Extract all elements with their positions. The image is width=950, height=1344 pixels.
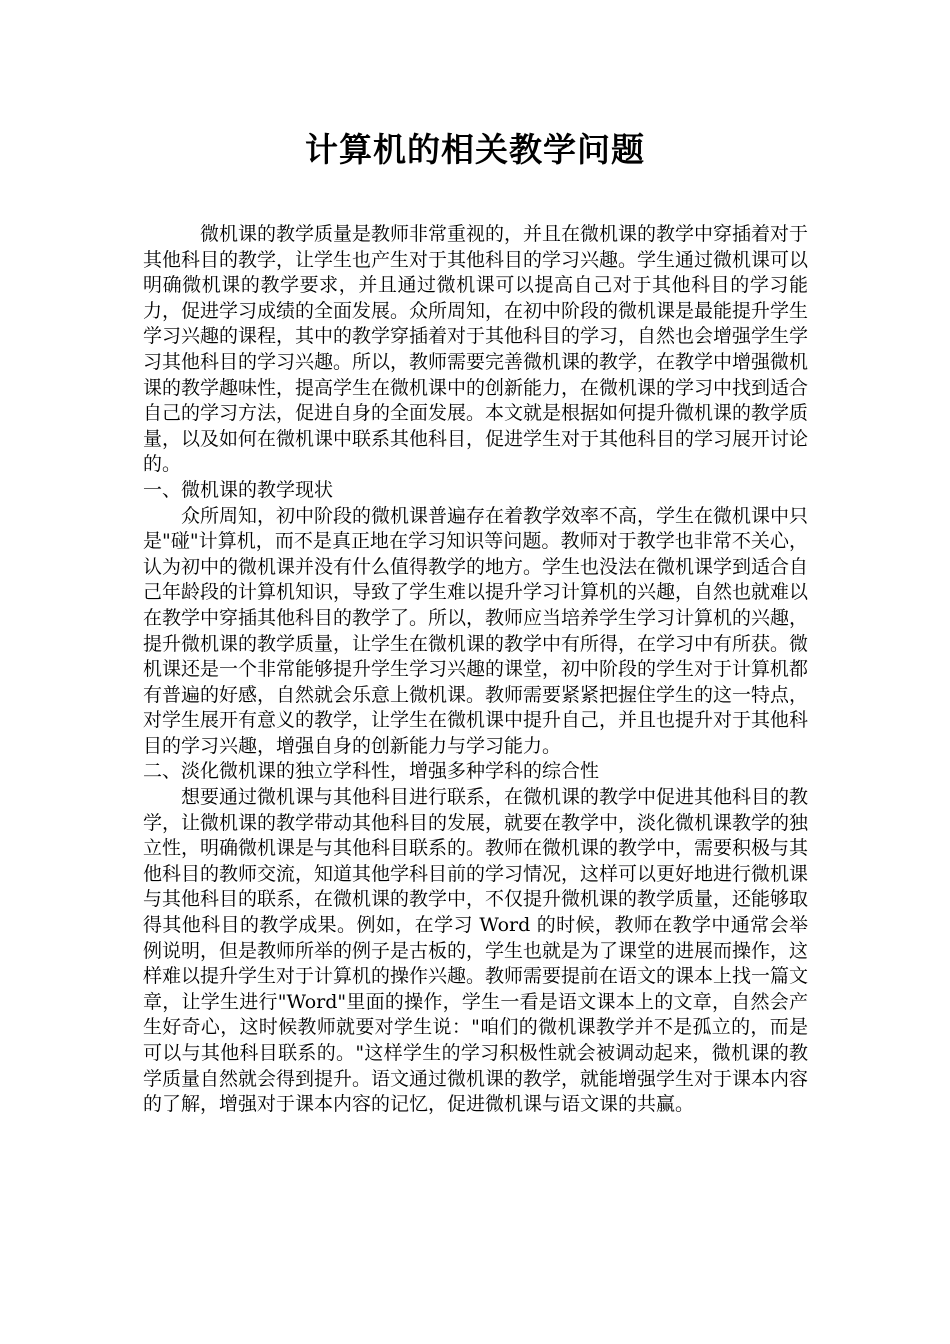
document-title: 计算机的相关教学问题 [305,130,645,169]
document-body [143,222,808,1118]
section-1-heading: 一、微机课的教学现状 [143,478,334,501]
section-2-heading: 二、淡化微机课的独立学科性，增强多种学科的综合性 [143,760,600,783]
section-2-paragraph: 想要通过微机课与其他科目进行联系，在微机课的教学中促进其他科目的教学，让微机课的教学带动其他科目的发展，就要在教学中，淡化微机课教学的独立性，明确微机课是与其他科目联系的。教师在微机课的教学中，需要积极与其他科目的教师交流，知道其他学科目前的学习情况，这样可以更好地进行微机课与其他科目的联系，在微机课的教学中，不仅提升微机课的教学质量，还能够取得其他科目的教学成果。例如，在学习 Word 的时候，教师在教学中通常会举例说明，但是教师所举的例子是古板的，学生也就是为了课堂的进展而操作，这样难以提升学生对于计算机的操作兴趣。教师需要提前在语文的课本上找一篇文章，让学生进行"Word"里面的操作，学生一看是语文课本上的文章，自然会产生好奇心，这时候教师就要对学生说："咱们的微机课教学并不是孤立的，而是可以与其他科目联系的。"这样学生的学习积极性就会被调动起来，微机课的教学质量自然就会得到提升。语文通过微机课的教学，就能增强学生对于课本内容的了解，增强对于课本内容的记忆，促进微机课与语文课的共赢。 [143,786,809,1116]
intro-paragraph: 微机课的教学质量是教师非常重视的，并且在微机课的教学中穿插着对于其他科目的教学，让学生也产生对于其他科目的学习兴趣。学生通过微机课可以明确微机课的教学要求，并且通过微机课可以提高自己对于其他科目的学习能力，促进学习成绩的全面发展。众所周知，在初中阶段的微机课是最能提升学生学习兴趣的课程，其中的教学穿插着对于其他科目的学习，自然也会增强学生学习其他科目的学习兴趣。所以，教师需要完善微机课的教学，在教学中增强微机课的教学趣味性，提高学生在微机课中的创新能力，在微机课的学习中找到适合自己的学习方法，促进自身的全面发展。本文就是根据如何提升微机课的教学质量，以及如何在微机课中联系其他科目，促进学生对于其他科目的学习展开讨论的。 [143,223,809,476]
section-1-paragraph: 众所周知，初中阶段的微机课普遍存在着教学效率不高，学生在微机课中只是"碰"计算机，而不是真正地在学习知识等问题。教师对于教学也非常不关心，认为初中的微机课并没有什么值得教学的地方。学生也没法在微机课学到适合自己年龄段的计算机知识，导致了学生难以提升学习计算机的兴趣，自然也就难以在教学中穿插其他科目的教学了。所以，教师应当培养学生学习计算机的兴趣，提升微机课的教学质量，让学生在微机课的教学中有所得，在学习中有所获。微机课还是一个非常能够提升学生学习兴趣的课堂，初中阶段的学生对于计算机都有普遍的好感，自然就会乐意上微机课。教师需要紧紧把握住学生的这一特点，对学生展开有意义的教学，让学生在微机课中提升自己，并且也提升对于其他科目的学习兴趣，增强自身的创新能力与学习能力。 [143,504,809,757]
